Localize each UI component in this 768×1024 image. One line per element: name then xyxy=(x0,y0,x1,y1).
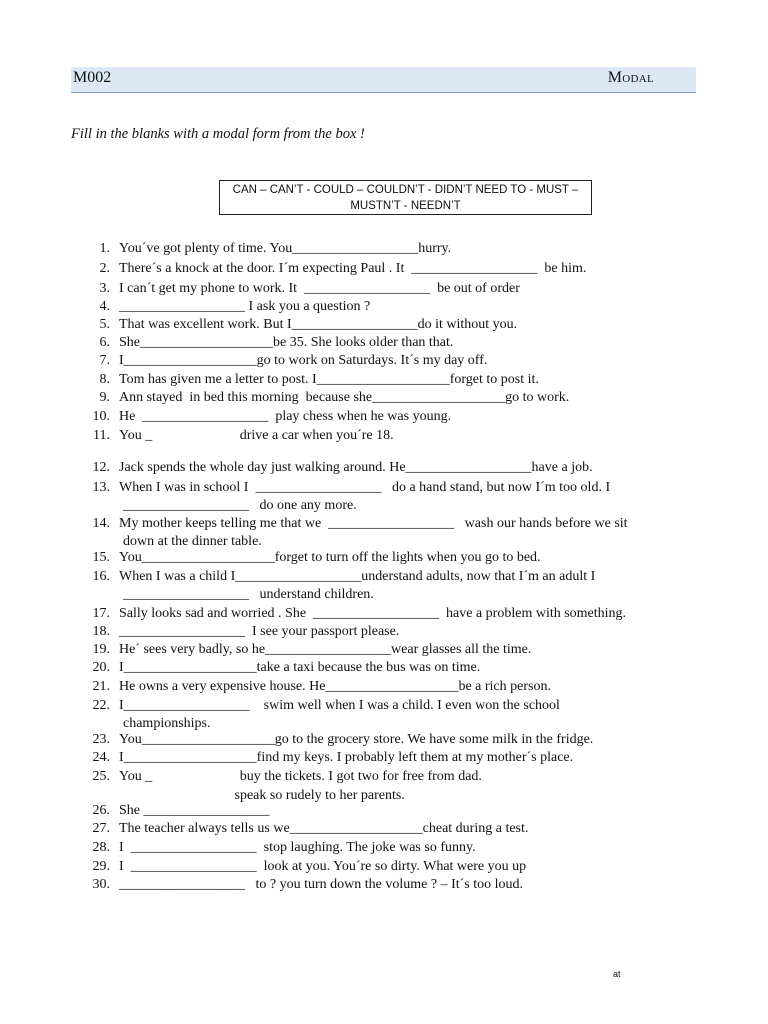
item-text-continued: championships. xyxy=(123,716,211,731)
item-text: Tom has given me a letter to post. I___________________forget to post it. xyxy=(119,372,539,387)
item-number: 17. xyxy=(92,606,110,621)
item-number: 30. xyxy=(92,877,110,892)
item-number: 11. xyxy=(93,428,110,443)
item-text: I___________________go to work on Saturdays. It´s my day off. xyxy=(119,353,488,368)
item-text: That was excellent work. But I__________________do it without you. xyxy=(119,317,518,332)
word-box-line-2: MUSTN’T - NEEDN’T xyxy=(350,200,461,212)
item-text: Sally looks sad and worried . She __________________ have a problem with something. xyxy=(119,606,627,621)
item-text: He __________________ play chess when he was young. xyxy=(119,409,452,424)
item-number: 22. xyxy=(92,698,110,713)
item-number: 29. xyxy=(92,859,110,874)
item-text: There´s a knock at the door. I´m expecting Paul . It __________________ be him. xyxy=(119,261,587,276)
item-text: When I was in school I __________________ do a hand stand, but now I´m too old. I xyxy=(119,480,611,495)
item-number: 4. xyxy=(99,299,110,314)
item-text: You___________________forget to turn off the lights when you go to bed. xyxy=(119,550,541,565)
item-text-continued: down at the dinner table. xyxy=(123,534,262,549)
item-text: When I was a child I__________________understand adults, now that I´m an adult I xyxy=(119,569,596,584)
item-text: My mother keeps telling me that we __________________ wash our hands before we sit xyxy=(119,516,628,531)
item-text: I__________________ swim well when I was a child. I even won the school xyxy=(119,698,560,713)
item-number: 14. xyxy=(92,516,110,531)
item-text: I___________________take a taxi because the bus was on time. xyxy=(119,660,481,675)
item-text: speak so rudely to her parents. xyxy=(119,788,405,803)
item-number: 23. xyxy=(92,732,110,747)
item-text: __________________ I see your passport please. xyxy=(119,624,400,639)
item-number: 24. xyxy=(92,750,110,765)
item-number: 6. xyxy=(99,335,110,350)
item-text: She __________________ xyxy=(119,803,270,818)
unit-title: Modal xyxy=(607,69,654,86)
item-text: __________________ to ? you turn down the volume ? – It´s too loud. xyxy=(119,877,524,892)
item-text: He´ sees very badly, so he__________________wear glasses all the time. xyxy=(119,642,532,657)
item-text: I can´t get my phone to work. It __________________ be out of order xyxy=(119,281,520,296)
item-text: You´ve got plenty of time. You__________________hurry. xyxy=(119,241,452,256)
footer-text: at xyxy=(613,969,621,979)
word-box xyxy=(219,180,592,215)
item-text: She___________________be 35. She looks older than that. xyxy=(119,335,454,350)
item-number: 13. xyxy=(92,480,110,495)
item-number: 26. xyxy=(92,803,110,818)
item-text: Ann stayed in bed this morning because she___________________go to work. xyxy=(119,390,570,405)
item-number: 7. xyxy=(99,353,110,368)
item-number: 3. xyxy=(99,281,110,296)
word-box-line-1: CAN – CAN’T - COULD – COULDN’T - DIDN’T NEED TO - MUST – xyxy=(232,184,579,196)
item-text: You _ buy the tickets. I got two for free from dad. xyxy=(119,769,482,784)
item-number: 15. xyxy=(92,550,110,565)
instruction-text: Fill in the blanks with a modal form from the box ! xyxy=(71,126,365,142)
item-text: I __________________ look at you. You´re so dirty. What were you up xyxy=(119,859,527,874)
item-number: 8. xyxy=(99,372,110,387)
item-text: You _ drive a car when you´re 18. xyxy=(119,428,394,443)
item-text: He owns a very expensive house. He___________________be a rich person. xyxy=(119,679,551,694)
item-number: 28. xyxy=(92,840,110,855)
item-text: __________________ I ask you a question ? xyxy=(119,299,371,314)
item-text-continued: __________________ do one any more. xyxy=(123,498,357,513)
item-number: 21. xyxy=(92,679,110,694)
item-number: 5. xyxy=(99,317,110,332)
item-number: 1. xyxy=(99,241,110,256)
item-number: 18. xyxy=(92,624,110,639)
item-text: I___________________find my keys. I probably left them at my mother´s place. xyxy=(119,750,574,765)
page-header xyxy=(71,67,696,93)
item-number: 20. xyxy=(92,660,110,675)
item-number: 16. xyxy=(92,569,110,584)
lesson-code: M002 xyxy=(73,69,112,86)
item-text: Jack spends the whole day just walking around. He__________________have a job. xyxy=(119,460,593,475)
item-number: 10. xyxy=(92,409,110,424)
item-number: 2. xyxy=(99,261,110,276)
item-text-continued: __________________ understand children. xyxy=(123,587,374,602)
item-number: 9. xyxy=(99,390,110,405)
item-number: 19. xyxy=(92,642,110,657)
item-text: The teacher always tells us we___________________cheat during a test. xyxy=(119,821,529,836)
item-number: 12. xyxy=(92,460,110,475)
item-text: You___________________go to the grocery store. We have some milk in the fridge. xyxy=(119,732,594,747)
item-text: I __________________ stop laughing. The joke was so funny. xyxy=(119,840,476,855)
item-number: 25. xyxy=(92,769,110,784)
item-number: 27. xyxy=(92,821,110,836)
